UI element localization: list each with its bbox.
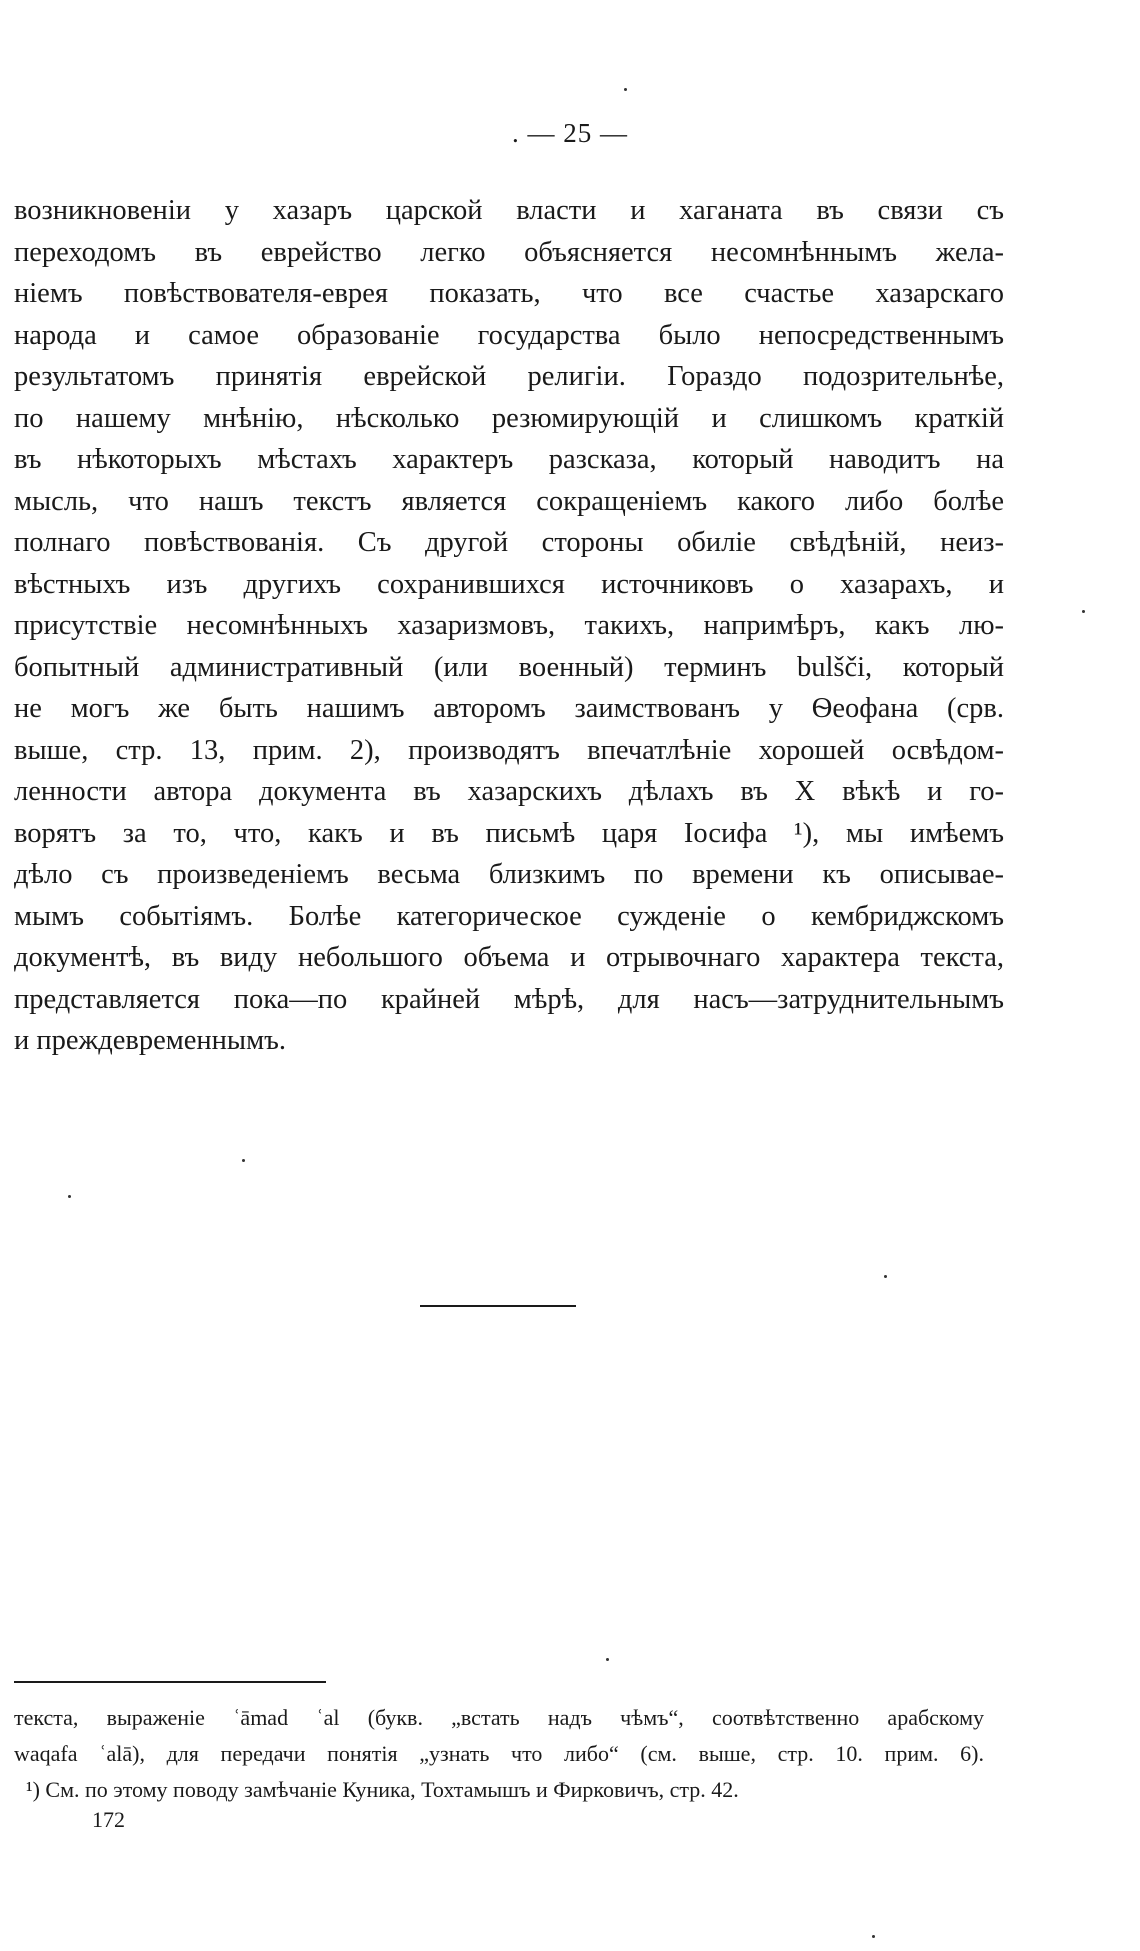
body-line: мымъ событіямъ. Болѣе категорическое сужденіе о кембриджскомъ	[14, 900, 1004, 932]
body-line: переходомъ въ еврейство легко объясняется несомнѣннымъ жела-	[14, 236, 1004, 268]
scan-speck	[624, 88, 627, 91]
body-line: ніемъ повѣствователя-еврея показать, что все счастье хазарскаго	[14, 278, 1004, 309]
body-line: выше, стр. 13, прим. 2), производятъ впечатлѣніе хорошей освѣдом-	[14, 734, 1004, 766]
body-line: ворятъ за то, что, какъ и въ письмѣ царя Іосифа ¹), мы имѣемъ	[14, 817, 1004, 849]
page-number: . — 25 —	[512, 118, 628, 148]
body-line: результатомъ принятія еврейской религіи. Гораздо подозрительнѣе,	[14, 361, 1004, 392]
body-line: по нашему мнѣнію, нѣсколько резюмирующій и слишкомъ краткій	[14, 402, 1004, 434]
footnote-separator-rule	[14, 1681, 326, 1683]
scan-speck	[606, 1658, 609, 1661]
scan-speck	[68, 1195, 71, 1198]
footnote-line: текста, выраженіе ʿāmad ʿal (букв. „встать надъ чѣмъ“, соотвѣтственно арабскому	[14, 1705, 984, 1730]
body-line: представляется пока—по крайней мѣрѣ, для насъ—затруднительнымъ	[14, 983, 1004, 1015]
body-line: возникновеніи у хазаръ царской власти и хаганата въ связи съ	[14, 195, 1004, 226]
body-line: не могъ же быть нашимъ авторомъ заимствованъ у Ѳеофана (срв.	[14, 693, 1004, 724]
scan-speck	[242, 1159, 245, 1162]
body-line: документѣ, въ виду небольшого объема и отрывочнаго характера текста,	[14, 942, 1004, 973]
section-end-rule	[420, 1305, 576, 1307]
body-line: дѣло съ произведеніемъ весьма близкимъ по времени къ описывае-	[14, 859, 1004, 890]
body-line: ленности автора документа въ хазарскихъ дѣлахъ въ X вѣкѣ и го-	[14, 776, 1004, 807]
body-line: присутствіе несомнѣнныхъ хазаризмовъ, такихъ, напримѣръ, какъ лю-	[14, 610, 1004, 641]
signature-mark: 172	[92, 1807, 125, 1832]
body-line: въ нѣкоторыхъ мѣстахъ характеръ разсказа, который наводитъ на	[14, 444, 1004, 475]
scan-speck	[884, 1275, 887, 1278]
scan-speck	[1082, 610, 1085, 613]
body-line: бопытный административный (или военный) терминъ bulšči, который	[14, 651, 1004, 683]
body-line: полнаго повѣствованія. Съ другой стороны обиліе свѣдѣній, неиз-	[14, 527, 1004, 558]
body-line: народа и самое образованіе государства было непосредственнымъ	[14, 319, 1004, 351]
body-line: мысль, что нашъ текстъ является сокращеніемъ какого либо болѣе	[14, 485, 1004, 517]
footnote-line: ¹) См. по этому поводу замѣчаніе Куника, Тохтамышъ и Фирковичъ, стр. 42.	[26, 1777, 739, 1802]
body-text	[14, 190, 1004, 1062]
scan-speck	[872, 1935, 875, 1938]
footnotes	[14, 1700, 984, 1808]
body-line: и преждевременнымъ.	[14, 1025, 286, 1056]
body-line: вѣстныхъ изъ другихъ сохранившихся источниковъ о хазарахъ, и	[14, 568, 1004, 600]
footnote-line: waqafa ʿalā), для передачи понятія „узнать что либо“ (см. выше, стр. 10. прим. 6).	[14, 1741, 984, 1766]
